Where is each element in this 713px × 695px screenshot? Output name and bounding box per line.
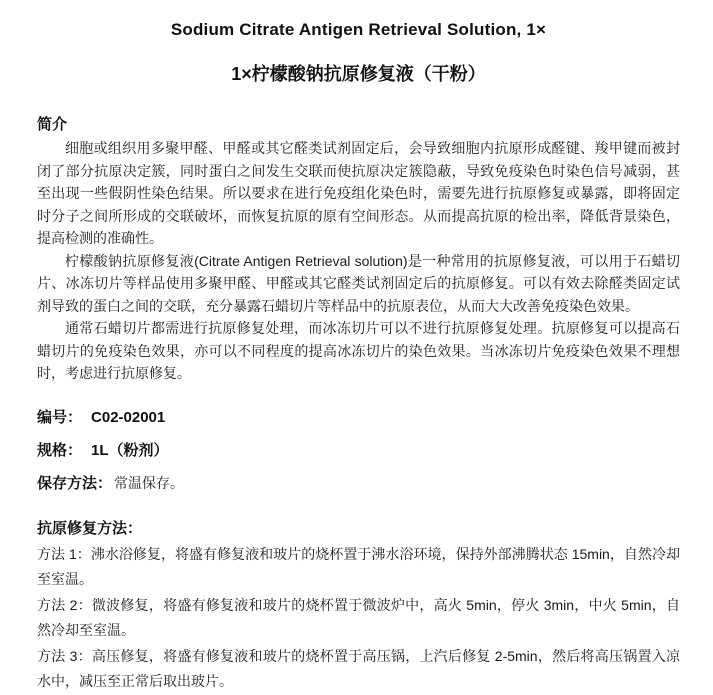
retrieval-methods-section <box>37 517 680 695</box>
product-attributes <box>37 408 680 493</box>
intro-section <box>37 113 680 385</box>
intro-paragraph: 柠檬酸钠抗原修复液(Citrate Antigen Retrieval solution)是一种常用的抗原修复液，可以用于石蜡切片、冰冻切片等样品使用多聚甲醛、甲醛或其它醛类试剂固定后的抗原修复。可以有效去除醛类固定试剂导致的蛋白之间的交联，充分暴露石蜡切片等样品中的抗原表位，从而大大改善免疫染色效果。 <box>37 252 680 314</box>
intro-heading: 简介 <box>37 116 68 133</box>
storage-label: 保存方法： <box>37 474 113 492</box>
intro-paragraph: 细胞或组织用多聚甲醛、甲醛或其它醛类试剂固定后，会导致细胞内抗原形成醛键、羧甲键而被封闭了部分抗原决定簇，同时蛋白之间发生交联而使抗原决定簇隐蔽，导致免疫染色时染色信号减弱，甚至出现一些假阴性染色结果。所以要求在进行免疫组化染色时，需要先进行抗原修复或暴露，即将固定时分子之间所形成的交联破坏，而恢复抗原的原有空间形态。从而提高抗原的检出率，降低背景染色，提高检测的准确性。 <box>37 140 680 246</box>
catalog-number-label: 编号： <box>37 408 83 426</box>
method-3-paragraph: 方法 3：高压修复，将盛有修复液和玻片的烧杯置于高压锅，上汽后修复 2-5min，然后将高压锅置入凉水中，减压至正常后取出玻片。 <box>37 647 680 689</box>
product-title-chinese: 1×柠檬酸钠抗原修复液（干粉） <box>231 64 486 84</box>
product-title-english: Sodium Citrate Antigen Retrieval Solution, 1× <box>170 20 547 39</box>
method-1-paragraph: 方法 1：沸水浴修复，将盛有修复液和玻片的烧杯置于沸水浴环境，保持外部沸腾状态 15min，自然冷却至室温。 <box>37 545 680 587</box>
method-2-paragraph: 方法 2：微波修复，将盛有修复液和玻片的烧杯置于微波炉中，高火 5min，停火 3min，中火 5min，自然冷却至室温。 <box>37 596 680 638</box>
storage-value: 常温保存。 <box>114 474 185 491</box>
catalog-number-value: C02-02001 <box>91 408 166 426</box>
attribute-row-catalog-number <box>37 408 680 427</box>
intro-paragraph: 通常石蜡切片都需进行抗原修复处理，而冰冻切片可以不进行抗原修复处理。抗原修复可以提高石蜡切片的免疫染色效果，亦可以不同程度的提高冰冻切片的染色效果。当冰冻切片免疫染色效果不理想时，考虑进行抗原修复。 <box>37 320 680 381</box>
specification-label: 规格： <box>37 441 83 459</box>
attribute-row-specification <box>37 441 680 460</box>
specification-value: 1L（粉剂） <box>91 441 169 459</box>
retrieval-methods-heading: 抗原修复方法： <box>37 519 143 537</box>
attribute-row-storage <box>37 474 680 493</box>
